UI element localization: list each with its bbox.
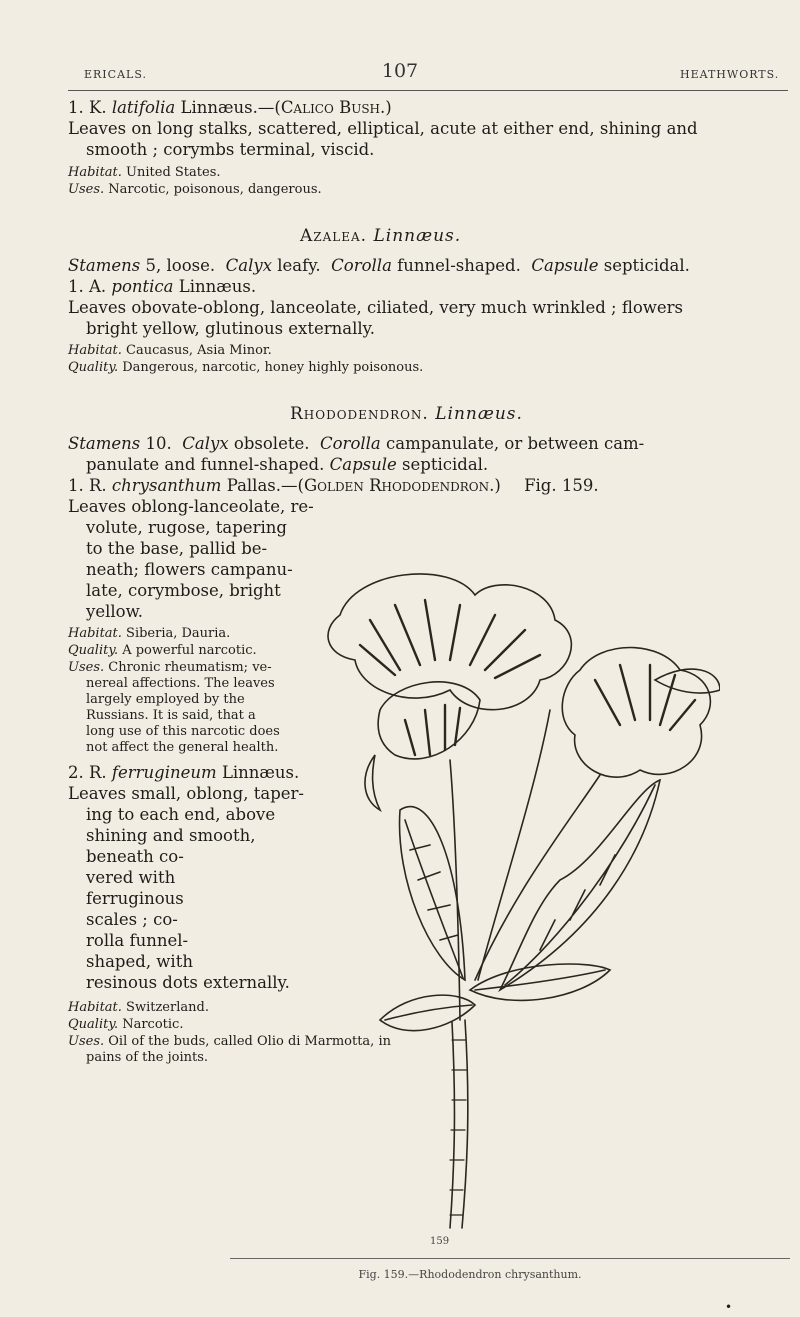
caption-rule xyxy=(230,1258,790,1259)
kalmia-habitat: Habitat. United States. xyxy=(68,165,221,180)
azalea-heading: Azalea. Linnæus. xyxy=(300,226,462,246)
figure-caption: Fig. 159.—Rhododendron chrysanthum. xyxy=(358,1268,582,1281)
rhododendron-chrysanthum-title: 1. R. chrysanthum Pallas.—(Golden Rhododendron.) Fig. 159. xyxy=(68,476,599,495)
stem xyxy=(450,1022,454,1228)
pedicel xyxy=(475,775,600,980)
rhododendron-chrysanthum-description: Leaves oblong-lanceolate, re- volute, rugose, tapering to the base, pallid be- neath; flowers campanu- late, corymbose, bright yellow. xyxy=(68,497,314,621)
ferrugineum-quality: Quality. Narcotic. xyxy=(68,1017,184,1032)
flower-shading xyxy=(595,665,695,730)
ferrugineum-uses: Uses. Oil of the buds, called Olio di Marmotta, in pains of the joints. xyxy=(68,1034,391,1065)
leaf xyxy=(500,780,660,990)
figure-number: 159 xyxy=(430,1236,450,1247)
rhododendron-genus-characters: Stamens 10. Calyx obsolete. Corolla campanulate, or between cam- panulate and funnel-shaped. Capsule septicidal. xyxy=(68,434,645,474)
azalea-habitat: Habitat. Caucasus, Asia Minor. xyxy=(68,343,272,358)
chrysanthum-habitat: Habitat. Siberia, Dauria. xyxy=(68,626,231,641)
rhododendron-heading: Rhododendron. Linnæus. xyxy=(290,404,523,424)
azalea-pontica-description: Leaves obovate-oblong, lanceolate, ciliated, very much wrinkled ; flowers bright yellow, glutinous externally. xyxy=(68,298,684,338)
chrysanthum-uses: Uses. Chronic rheumatism; ve- nereal affections. The leaves largely employed by the Russians. It is said, that a long use of this narcotic does not affect the general health. xyxy=(68,660,280,755)
rhododendron-ferrugineum-description: Leaves small, oblong, taper- ing to each end, above shining and smooth, beneath co- vered with ferruginous scales ; co- rolla funnel- shaped, with resinous dots externally. xyxy=(68,784,304,992)
page-mark: • xyxy=(725,1300,733,1314)
rhododendron-illustration xyxy=(300,560,720,1230)
flower-shading xyxy=(405,705,460,755)
chrysanthum-quality: Quality. A powerful narcotic. xyxy=(68,643,257,658)
pedicel xyxy=(478,710,550,980)
rhododendron-ferrugineum-title: 2. R. ferrugineum Linnæus. xyxy=(68,763,300,782)
azalea-genus-characters: Stamens 5, loose. Calyx leafy. Corolla funnel-shaped. Capsule septicidal. xyxy=(68,256,690,275)
kalmia-latifolia-title: 1. K. latifolia Linnæus.—(Calico Bush.) xyxy=(68,98,392,117)
page-number: 107 xyxy=(381,60,419,82)
ferrugineum-habitat: Habitat. Switzerland. xyxy=(68,1000,209,1015)
kalmia-uses: Uses. Narcotic, poisonous, dangerous. xyxy=(68,182,322,197)
leaf xyxy=(380,995,475,1030)
header-rule xyxy=(68,90,788,91)
flower-petal xyxy=(562,648,710,778)
flower-petal xyxy=(328,574,571,710)
running-head-left: ERICALS. xyxy=(84,68,147,81)
kalmia-latifolia-description: Leaves on long stalks, scattered, elliptical, acute at either end, shining and smooth ; corymbs terminal, viscid. xyxy=(68,119,698,159)
stem xyxy=(462,1020,468,1228)
flower-bud xyxy=(365,755,380,810)
azalea-quality: Quality. Dangerous, narcotic, honey highly poisonous. xyxy=(68,360,424,375)
leaf-veins xyxy=(505,785,655,985)
flower-shading xyxy=(360,600,540,678)
azalea-pontica-title: 1. A. pontica Linnæus. xyxy=(68,277,257,296)
figure-reference: Fig. 159. xyxy=(524,476,599,495)
running-head-right: HEATHWORTS. xyxy=(680,68,780,81)
